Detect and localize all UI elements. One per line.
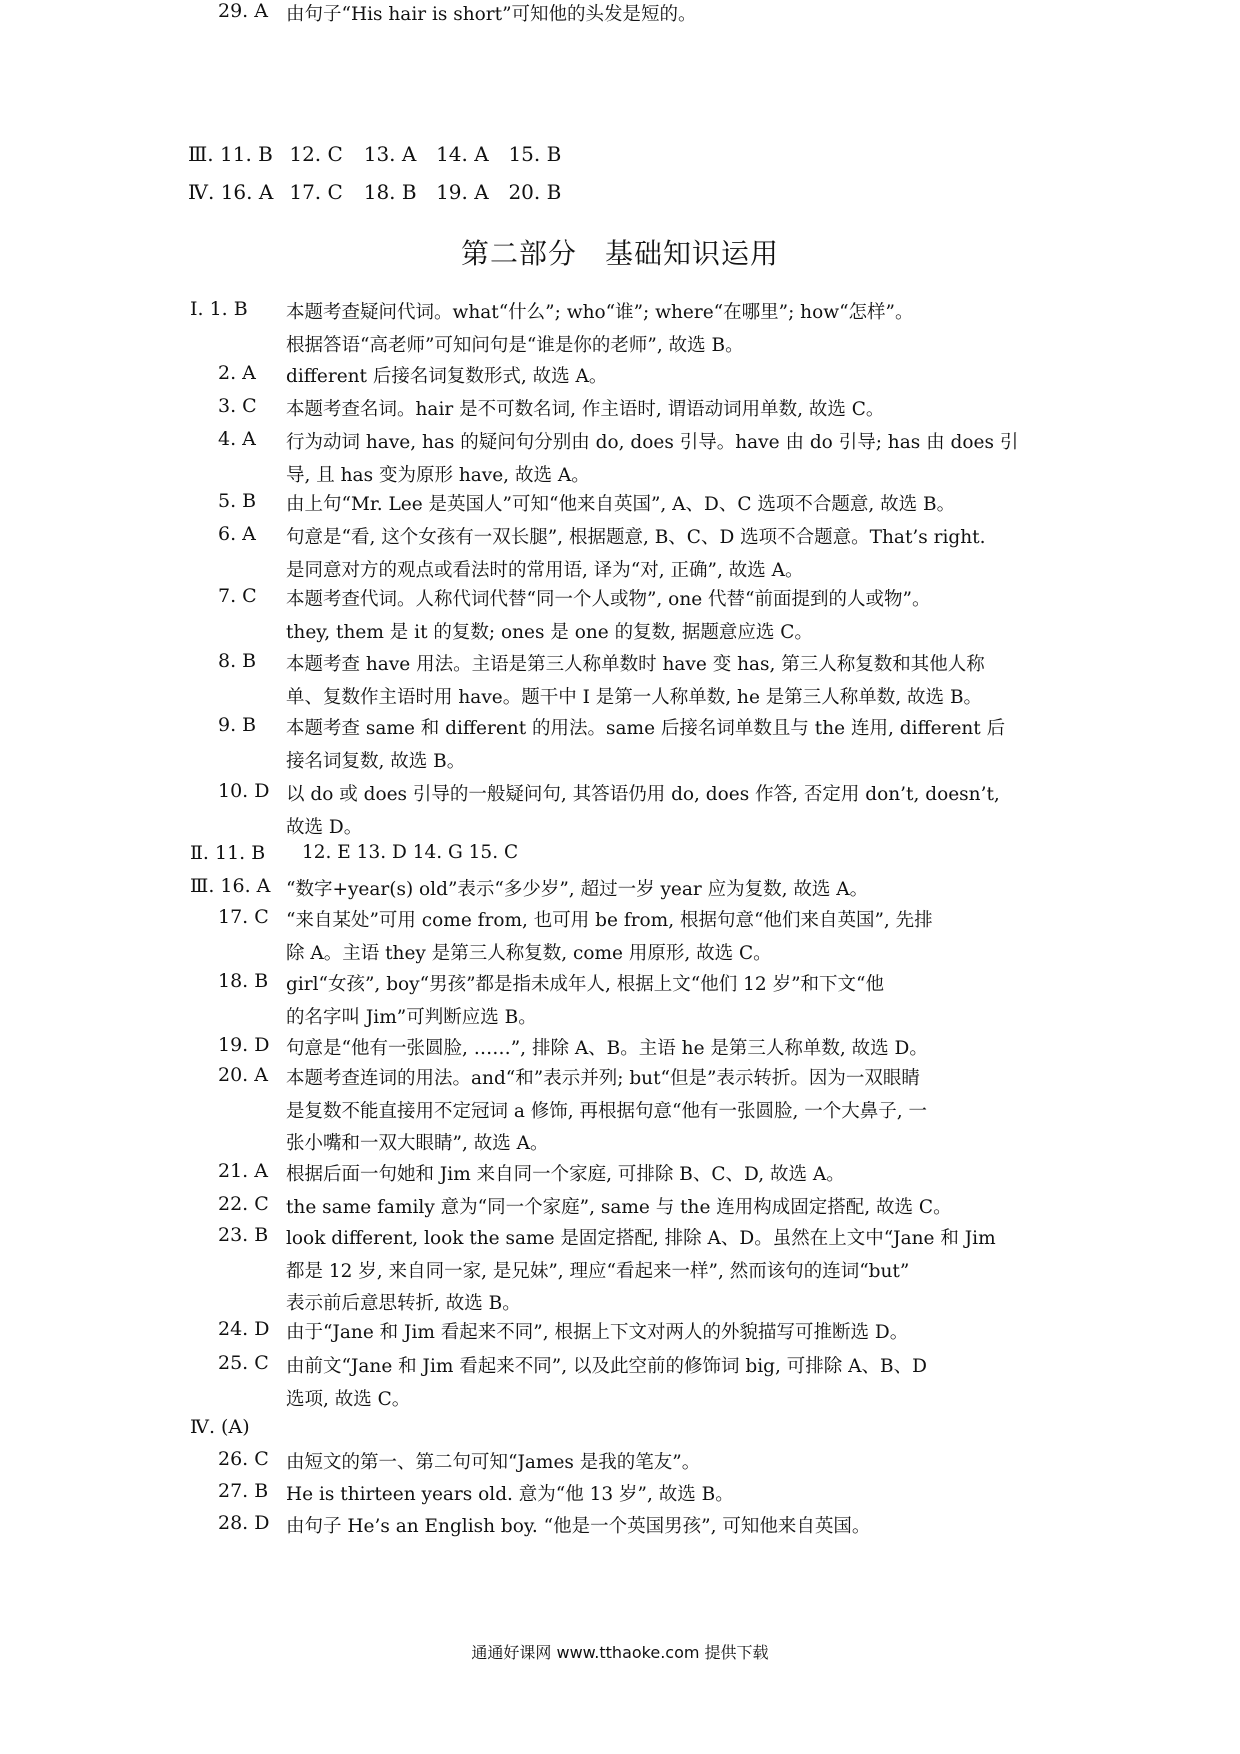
entry-text-line: 以 do 或 does 引导的一般疑问句, 其答语仍用 do, does 作答, 否定用 don’t, doesn’t, bbox=[286, 784, 1000, 805]
entry-text-line: 由于“Jane 和 Jim 看起来不同”, 根据上下文对两人的外貌描写可推断选 D。 bbox=[286, 1322, 909, 1343]
entry-text-line: 选项, 故选 C。 bbox=[286, 1388, 411, 1410]
entry-number: Ⅳ. (A) bbox=[190, 1416, 250, 1438]
entry-text-line: 由句子“His hair is short”可知他的头发是短的。 bbox=[286, 4, 697, 25]
answer-row-part1-iii bbox=[190, 142, 561, 166]
entry-number: 3. C bbox=[218, 395, 257, 417]
entry-number: Ⅰ. 1. B bbox=[190, 298, 248, 320]
entry-number: 6. A bbox=[218, 523, 256, 545]
entry-text-line: 故选 D。 bbox=[286, 816, 363, 838]
entry-text-line: 是同意对方的观点或看法时的常用语, 译为“对, 正确”, 故选 A。 bbox=[286, 559, 804, 581]
entry-text-line: 的名字叫 Jim”可判断应选 B。 bbox=[286, 1006, 537, 1028]
entry-text-line: 由短文的第一、第二句可知“James 是我的笔友”。 bbox=[286, 1452, 701, 1473]
footer-source: 通通好课网 www.tthaoke.com 提供下载 bbox=[471, 1643, 769, 1662]
answer-item: 14. A bbox=[436, 142, 489, 166]
entry-text-line: 都是 12 岁, 来自同一家, 是兄妹”, 理应“看起来一样”, 然而该句的连词“but” bbox=[286, 1260, 910, 1282]
entry-text-line: 根据答语“高老师”可知问句是“谁是你的老师”, 故选 B。 bbox=[286, 334, 744, 356]
entry-text-line: 是复数不能直接用不定冠词 a 修饰, 再根据句意“他有一张圆脸, 一个大鼻子, 一 bbox=[286, 1100, 928, 1122]
entry-text-line: 12. E 13. D 14. G 15. C bbox=[302, 842, 519, 863]
entry-number: 26. C bbox=[218, 1448, 269, 1470]
answer-item: 13. A bbox=[363, 142, 417, 166]
entry-text-line: 本题考查代词。人称代词代替“同一个人或物”, one 代替“前面提到的人或物”。 bbox=[286, 589, 931, 610]
answer-item: 15. B bbox=[508, 142, 562, 166]
entry-text-line: 张小嘴和一双大眼睛”, 故选 A。 bbox=[286, 1133, 549, 1154]
entry-number: 4. A bbox=[218, 428, 256, 450]
entry-text-line: 本题考查 same 和 different 的用法。same 后接名词单数且与 the 连用, different 后 bbox=[286, 718, 1006, 739]
entry-text-line: 除 A。主语 they 是第三人称复数, come 用原形, 故选 C。 bbox=[286, 942, 772, 964]
entry-number: 5. B bbox=[218, 490, 257, 512]
section-title bbox=[0, 232, 1240, 272]
entry-text-line: “数字+year(s) old”表示“多少岁”, 超过一岁 year 应为复数, 故选 A。 bbox=[286, 879, 869, 900]
section-title-name: 基础知识运用 bbox=[605, 237, 780, 270]
answer-item: 18. B bbox=[363, 180, 417, 204]
answer-item: 17. C bbox=[289, 180, 343, 204]
answer-item: 20. B bbox=[508, 180, 562, 204]
entry-number: 17. C bbox=[218, 906, 269, 928]
entry-number: 19. D bbox=[218, 1034, 270, 1056]
answer-label: Ⅳ. 16. A bbox=[188, 180, 274, 204]
entry-text-line: different 后接名词复数形式, 故选 A。 bbox=[286, 366, 608, 387]
entry-number: 18. B bbox=[218, 970, 269, 992]
answer-label: Ⅲ. 11. B bbox=[188, 142, 273, 166]
entry-text-line: “来自某处”可用 come from, 也可用 be from, 根据句意“他们来自英国”, 先排 bbox=[286, 910, 933, 931]
entry-number: 25. C bbox=[218, 1352, 269, 1374]
entry-number: 29. A bbox=[218, 0, 268, 22]
entry-text-line: 本题考查连词的用法。and“和”表示并列; but“但是”表示转折。因为一双眼睛 bbox=[286, 1068, 920, 1089]
answer-item: 19. A bbox=[436, 180, 489, 204]
entry-text-line: they, them 是 it 的复数; ones 是 one 的复数, 据题意应选 C。 bbox=[286, 621, 813, 643]
answer-row-part1-iv bbox=[190, 180, 561, 204]
entry-text-line: 句意是“看, 这个女孩有一双长腿”, 根据题意, B、C、D 选项不合题意。That’s right. bbox=[286, 527, 986, 548]
answer-item: 12. C bbox=[289, 142, 343, 166]
entry-number: 22. C bbox=[218, 1193, 269, 1215]
entry-text-line: the same family 意为“同一个家庭”, same 与 the 连用构成固定搭配, 故选 C。 bbox=[286, 1197, 952, 1218]
entry-number: 8. B bbox=[218, 650, 257, 672]
entry-text-line: 表示前后意思转折, 故选 B。 bbox=[286, 1293, 521, 1314]
entry-text-line: 本题考查疑问代词。what“什么”; who“谁”; where“在哪里”; how“怎样”。 bbox=[286, 302, 914, 323]
entry-text-line: 句意是“他有一张圆脸, ……”, 排除 A、B。主语 he 是第三人称单数, 故选 D。 bbox=[286, 1038, 928, 1059]
entry-text-line: 导, 且 has 变为原形 have, 故选 A。 bbox=[286, 464, 590, 486]
entry-number: 27. B bbox=[218, 1480, 269, 1502]
entry-number: 2. A bbox=[218, 362, 256, 384]
entry-text-line: 根据后面一句她和 Jim 来自同一个家庭, 可排除 B、C、D, 故选 A。 bbox=[286, 1164, 845, 1185]
entry-number: 24. D bbox=[218, 1318, 270, 1340]
entry-text-line: 行为动词 have, has 的疑问句分别由 do, does 引导。have 由 do 引导; has 由 does 引 bbox=[286, 432, 1019, 453]
entry-text-line: 本题考查 have 用法。主语是第三人称单数时 have 变 has, 第三人称复数和其他人称 bbox=[286, 654, 985, 675]
entry-number: 23. B bbox=[218, 1224, 269, 1246]
entry-number: 9. B bbox=[218, 714, 257, 736]
entry-number: 10. D bbox=[218, 780, 270, 802]
entry-number: 21. A bbox=[218, 1160, 268, 1182]
entry-number: 7. C bbox=[218, 585, 257, 607]
entry-text-line: girl“女孩”, boy“男孩”都是指未成年人, 根据上文“他们 12 岁”和下文“他 bbox=[286, 974, 884, 995]
entry-number: Ⅱ. 11. B bbox=[190, 842, 266, 864]
entry-text-line: He is thirteen years old. 意为“他 13 岁”, 故选 B。 bbox=[286, 1484, 734, 1505]
entry-text-line: look different, look the same 是固定搭配, 排除 A、D。虽然在上文中“Jane 和 Jim bbox=[286, 1228, 996, 1249]
entry-text-line: 由前文“Jane 和 Jim 看起来不同”, 以及此空前的修饰词 big, 可排除 A、B、D bbox=[286, 1356, 927, 1377]
entry-number: 20. A bbox=[218, 1064, 268, 1086]
entry-number: Ⅲ. 16. A bbox=[190, 875, 271, 897]
entry-text-line: 接名词复数, 故选 B。 bbox=[286, 750, 466, 772]
entry-text-line: 单、复数作主语时用 have。题干中 I 是第一人称单数, he 是第三人称单数, 故选 B。 bbox=[286, 686, 983, 708]
entry-number: 28. D bbox=[218, 1512, 270, 1534]
entry-text-line: 本题考查名词。hair 是不可数名词, 作主语时, 谓语动词用单数, 故选 C。 bbox=[286, 399, 885, 420]
entry-text-line: 由上句“Mr. Lee 是英国人”可知“他来自英国”, A、D、C 选项不合题意, 故选 B。 bbox=[286, 494, 956, 515]
section-title-part: 第二部分 bbox=[460, 237, 577, 270]
entry-text-line: 由句子 He’s an English boy. “他是一个英国男孩”, 可知他来自英国。 bbox=[286, 1516, 871, 1537]
